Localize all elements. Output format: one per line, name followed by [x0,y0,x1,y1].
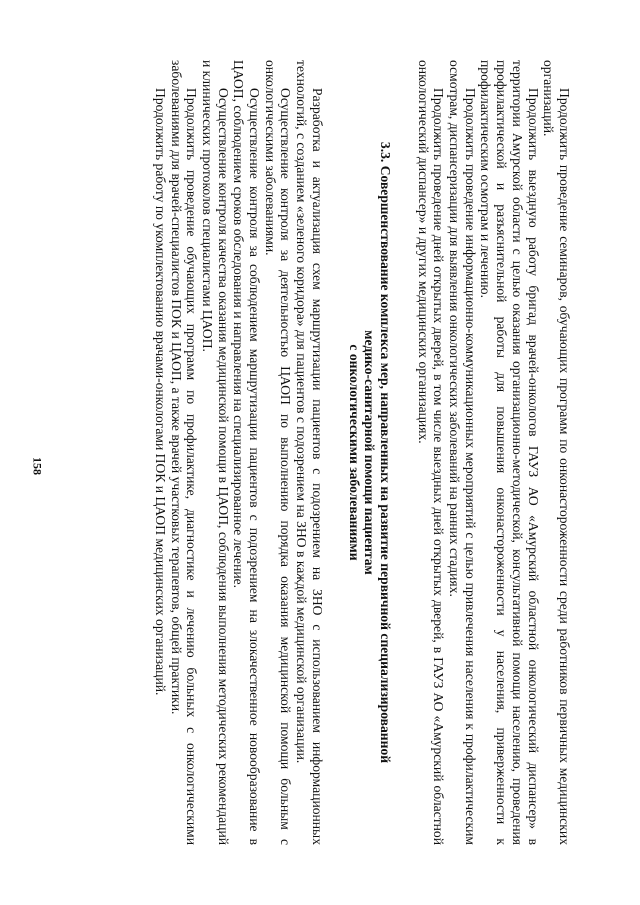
intro-paragraph: Продолжить проведение дней открытых дверей, в том числе выездных дней открытых дверей, в ГАУЗ АО «Амурский областной онкологический диспансер» и других медицинских организациях. [415,60,447,845]
section-paragraph: Продолжить работу по укомплектованию врачами-онкологами ПОК и ЦАОП медицинских организаций. [152,88,168,696]
section-paragraph: Разработка и актуализация схем маршрутизации пациентов с подозрением на ЗНО с использованием информационных технологий, с созданием «зеленого коридора» для пациентов с подозрением на ЗНО в каждой медицинской организации. [294,60,325,845]
intro-paragraph: Продолжить выездную работу бригад врачей-онкологов ГАУЗ АО «Амурский областной онкологический диспансер» в территории Амурской области с целью оказания организационно-методической, консультативной помощи населению, проведения профилактической и разъяснительной работы для повышения онконастороженности у населения, приверженности к профилактическим осмотрам и лечению. [478,60,541,845]
section-paragraph: Продолжить проведение обучающих программ по профилактике, диагностике и лечению больных с онкологическими заболеваниями для врачей-специалистов ПОК и ЦАОП, а также врачей участковых терапевтов, общей практики. [168,60,200,845]
section-paragraph: Осуществление контроля за деятельностью ЦАОП по выполнению порядка оказания медицинской помощи больным с онкологическими заболеваниями. [262,60,294,845]
intro-paragraph: Продолжить проведение информационно-коммуникационных мероприятий с целью привлечения населения к профилактическим осмотрам, диспансеризации для выявления онкологических заболеваний на ранних стадиях. [447,60,478,845]
rotated-page-content [92,60,572,845]
page-number: 158 [30,457,45,475]
section-heading-line: с онкологическими заболеваниями [346,344,362,561]
section-heading-line: медико-санитарной помощи пациентам [362,330,378,575]
intro-paragraph: Продолжить проведение семинаров, обучающих программ по онконастороженности среди работников первичных медицинских организаций. [541,60,572,845]
section-paragraph: Осуществление контроля за соблюдением маршрутизации пациентов с подозрением на злокачественное новообразование в ЦАОП, соблюдением сроков обследования и направления на специализированное лечение. [231,60,263,845]
section-paragraph: Осуществление контроля качества оказания медицинской помощи в ЦАОП, соблюдения выполнения методических рекомендаций и клинических протоколов специалистами ЦАОП. [199,60,231,845]
section-heading-line: 3.3. Совершенствование комплекса мер, направленных на развитие первичной специализированной [377,141,393,764]
section-heading [346,60,393,845]
